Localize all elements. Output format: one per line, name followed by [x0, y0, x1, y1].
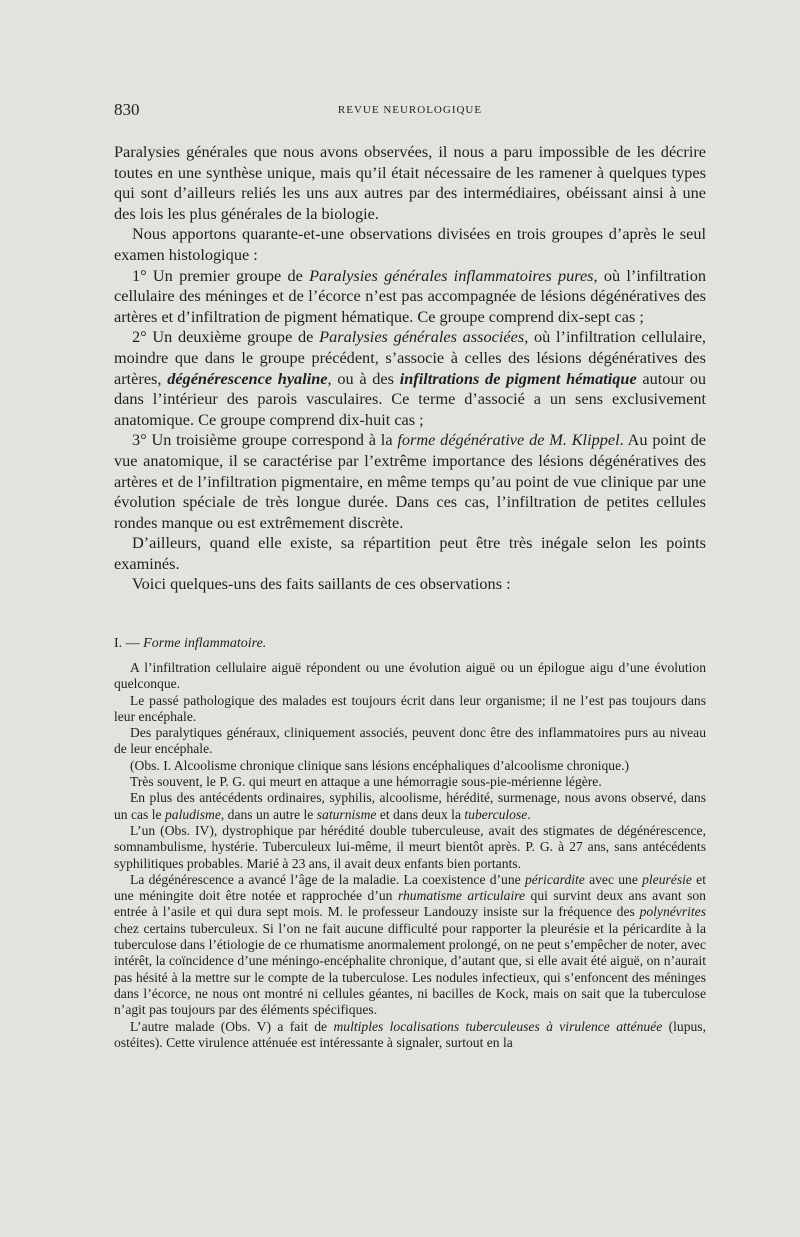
- group-3-term: forme dégénérative de M. Klippel: [397, 430, 620, 450]
- paragraph-faits: Voici quelques-uns des faits saillants de ces observations :: [132, 574, 511, 594]
- pigment-term: infiltrations de pigment hématique: [399, 368, 637, 388]
- rhumatisme-term: rhumatisme articulaire: [397, 888, 526, 904]
- paragraph-repartition: D’ailleurs, quand elle existe, sa répartition peut être très inégale selon les points examinés.: [114, 533, 706, 573]
- note-paragraph: A l’infiltration cellulaire aiguë répondent ou une évolution aiguë ou un épilogue aigu d’une évolution quelconque.: [114, 660, 706, 692]
- paragraph-group-2: 2° Un deuxième groupe de Paralysies générales associées, où l’infiltration cellulaire, moindre que dans le groupe précédent, s’associe à celles des lésions dégénératives des artères, dégénérescence hyaline, ou à des infiltrations de pigment hématique autour ou dans l’intérieur des parois vasculaires. Ce terme d’associé a un sens exclusivement anatomique. Ce groupe comprend dix-huit cas ;: [114, 327, 707, 429]
- pleuresie-term: pleurésie: [642, 871, 692, 887]
- localisations-term: multiples localisations tuberculeuses à virulence atténuée: [333, 1018, 663, 1034]
- tuberculose-term: tuberculose: [464, 806, 528, 822]
- pericardite-term: péricardite: [524, 871, 585, 887]
- saturnisme-term: saturnisme: [316, 806, 377, 822]
- paludisme-term: paludisme: [164, 806, 221, 822]
- page-header: [114, 100, 706, 124]
- group-2-term: Paralysies générales associées: [319, 327, 525, 347]
- note-paragraph: L’un (Obs. IV), dystrophique par hérédité double tuberculeuse, avait des stigmates de dégénérescence, somnambulisme, hystérie. Tuberculeux lui-même, il meurt bientôt après. P. G. à 27 ans, sans antécédents syphilitiques probables. Marié à 23 ans, il avait deux enfants bien portants.: [114, 822, 706, 871]
- notes-text: [114, 660, 706, 1051]
- note-paragraph: En plus des antécédents ordinaires, syphilis, alcoolisme, hérédité, surmenage, nous avons observé, dans un cas le paludisme, dans un autre le saturnisme et dans deux la tuberculose.: [114, 790, 706, 822]
- note-paragraph: Très souvent, le P. G. qui meurt en attaque a une hémorragie sous-pie-mérienne légère.: [130, 774, 602, 790]
- note-paragraph: (Obs. I. Alcoolisme chronique clinique sans lésions encéphaliques d’alcoolisme chronique.): [130, 757, 630, 773]
- note-paragraph: L’autre malade (Obs. V) a fait de multiples localisations tuberculeuses à virulence atténuée (lupus, ostéites). Cette virulence atténuée est intéressante à signaler, surtout en la: [114, 1018, 706, 1050]
- paragraph-group-1: 1° Un premier groupe de Paralysies générales inflammatoires pures, où l’infiltration cellulaire des méninges et de l’écorce n’est pas accompagnée de lésions dégénératives des artères et d’infiltration de pigment hématique. Ce groupe comprend dix-sept cas ;: [114, 265, 706, 326]
- paragraph-observations: Nous apportons quarante-et-une observations divisées en trois groupes d’après le seul examen histologique :: [114, 224, 706, 264]
- page-number: 830: [114, 100, 140, 119]
- running-title: REVUE NEUROLOGIQUE: [337, 104, 483, 116]
- section-heading: I. — Forme inflammatoire.: [114, 636, 267, 651]
- hyaline-term: dégénérescence hyaline: [167, 368, 328, 388]
- group-1-term: Paralysies générales inflammatoires pures: [309, 265, 594, 285]
- note-paragraph: La dégénérescence a avancé l’âge de la maladie. La coexistence d’une péricardite avec une pleurésie et une méningite doit être notée et rapprochée d’un rhumatisme articulaire qui survint deux ans avant son entrée à l’asile et qui dura sept mois. M. le professeur Landouzy insiste sur la fréquence des polynévrites chez certains tuberculeux. Si l’on ne fait aucune difficulté pour rapporter la pleurésie et la péricardite à la tuberculose dans l’étiologie de ce rhumatisme anormalement prolongé, on ne peut s’empêcher de noter, avec intérêt, la coïncidence d’une méningo-encéphalite chronique, d’autant que, si elle avait été aiguë, on n’aurait pas hésité à la mettre sur le compte de la tuberculose. Les nodules infectieux, qui s’enfoncent des méninges dans l’écorce, ne nous ont montré ni cellules géantes, ni bacilles de Kock, mais on sait que la tuberculose n’agit pas toujours par des éléments spécifiques.: [114, 871, 706, 1018]
- polynevrites-term: polynévrites: [639, 904, 706, 920]
- main-text: [114, 142, 706, 595]
- section-title: Forme inflammatoire.: [143, 636, 267, 651]
- paragraph-group-3: 3° Un troisième groupe correspond à la forme dégénérative de M. Klippel. Au point de vue anatomique, il se caractérise par l’extrême importance des lésions dégénératives des artères et de l’infiltration pigmentaire, en même temps qu’au point de vue clinique par une évolution spéciale de très longue durée. Dans ces cas, l’infiltration de petites cellules rondes manque ou est extrêmement discrète.: [114, 430, 706, 532]
- note-paragraph: Le passé pathologique des malades est toujours écrit dans leur organisme; il ne l’est pas toujours dans leur encéphale.: [114, 692, 706, 724]
- paragraph-intro: Paralysies générales que nous avons observées, il nous a paru impossible de les décrire toutes en une synthèse unique, mais qu’il était nécessaire de les ramener à quelques types qui sont d’ailleurs reliés les uns aux autres par des intermédiaires, obéissant ainsi à une des lois les plus générales de la biologie.: [114, 142, 706, 223]
- note-paragraph: Des paralytiques généraux, cliniquement associés, peuvent donc être des inflammatoires purs au niveau de leur encéphale.: [114, 725, 706, 757]
